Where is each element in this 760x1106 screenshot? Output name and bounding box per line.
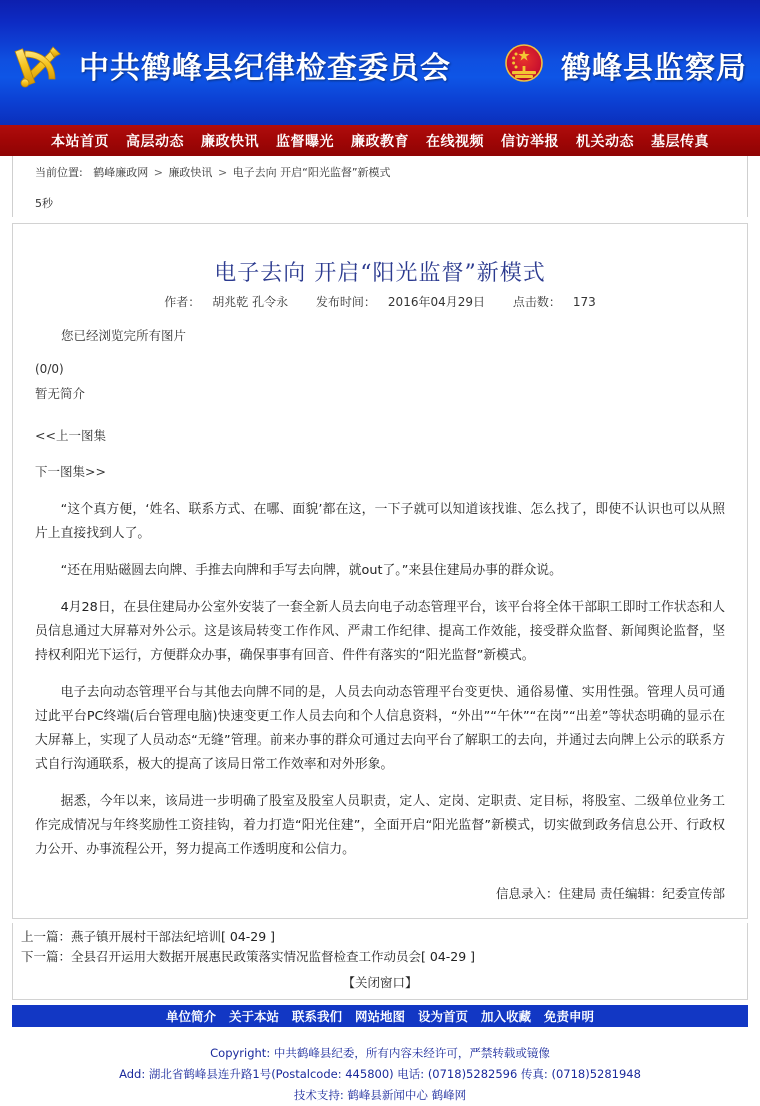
footer-link-set-homepage[interactable]: 设为首页 [418,1009,469,1024]
next-article-link[interactable]: 全县召开运用大数据开展惠民政策落实情况监督检查工作动员会 [71,949,422,964]
editor-value: 纪委宣传部 [662,886,725,901]
editor-label: 责任编辑： [599,886,663,901]
gallery-end-note: 您已经浏览完所有图片 [61,328,187,343]
prev-article-row [21,927,739,947]
breadcrumb-label: 当前位置: [35,166,83,179]
nav-item-leadership-news[interactable]: 高层动态 [126,133,184,150]
nav-item-integrity-news[interactable]: 廉政快讯 [201,133,259,150]
tech-support-text: 技术支持: 鹤峰县新闻中心 鹤峰网 [293,1088,467,1102]
nav-item-agency-news[interactable]: 机关动态 [576,133,634,150]
copyright-text: 中共鹤峰县纪委，所有内容未经许可，严禁转载或镜像 [273,1046,550,1060]
banner-content [13,39,747,91]
footer-navigation [12,1005,748,1027]
gallery-prev-link[interactable]: <<上一图集 [35,428,106,443]
article-author [158,295,294,309]
breadcrumb [13,165,747,181]
article-paragraph: 据悉，今年以来，该局进一步明确了股室及股室人员职责，定人、定岗、定职责、定目标，将股室、二级单位业务工作完成情况与年终奖励性工资挂钩，着力打造“阳光住建”，全面开启“阳光监督”新模式，切实做到政务信息公开、行政权力公开、办事流程公开，努力提高工作透明度和公信力。 [35,794,725,857]
copyright-line-2 [0,1064,760,1085]
cpc-committee-title: 中共鹤峰县纪律检查委员会 [79,50,451,86]
hits-value: 173 [572,295,596,309]
breadcrumb-item-current: 电子去向 开启“阳光监督”新模式 [232,166,391,179]
article-card [12,223,748,919]
copyright-line-1 [0,1043,760,1064]
prev-article-date: [ 04-29 ] [221,929,276,944]
next-article-date: [ 04-29 ] [421,949,476,964]
breadcrumb-separator-1: > [153,166,163,179]
footer-link-about-unit[interactable]: 单位简介 [165,1009,216,1024]
countdown-timer: 5秒 [35,197,53,210]
prev-article-label: 上一篇： [21,929,72,944]
footer-link-add-favorite[interactable]: 加入收藏 [481,1009,532,1024]
copyright-line-3 [0,1085,760,1106]
nav-item-complaints[interactable]: 信访举报 [501,133,559,150]
date-label: 发布时间： [315,295,376,309]
gallery-description: 暂无简介 [35,386,86,401]
article-paragraph: “还在用贴磁圆去向牌、手推去向牌和手写去向牌，就out了。”来县住建局办事的群众说。 [60,563,562,578]
copyright-block [0,1027,760,1106]
entry-label: 信息录入： [495,886,559,901]
article-paragraph: 4月28日，在县住建局办公室外安装了一套全新人员去向电子动态管理平台，该平台将全体干部职工即时工作状态和人员信息通过大屏幕对外公示。这是该局转变工作作风、严肃工作纪律、提高工作效能，接受群众监督、新闻舆论监督，坚持权利阳光下运行，方便群众办事，确保事事有回音、件件有落实的“阳光监督”新模式。 [35,600,725,663]
hits-label: 点击数： [512,295,561,309]
article-paragraph: “这个真方便，‘姓名、联系方式、在哪、面貌’都在这，一下子就可以知道该找谁、怎么找了，即使不认识也可以从照片上直接找到人了。 [35,502,725,541]
footer-link-sitemap[interactable]: 网站地图 [354,1009,405,1024]
copyright-label: Copyright: [210,1046,271,1060]
nav-item-grassroots-fax[interactable]: 基层传真 [651,133,709,150]
breadcrumb-item-site[interactable]: 鹤峰廉政网 [93,166,149,179]
address-label: Add: [119,1067,146,1081]
article-meta [35,293,725,310]
nav-item-integrity-education[interactable]: 廉政教育 [351,133,409,150]
footer-link-disclaimer[interactable]: 免责申明 [544,1009,595,1024]
page-title: 电子去向 开启“阳光监督”新模式 [214,261,546,286]
gallery-counter: (0/0) [35,362,64,376]
hammer-sickle-icon [13,39,65,91]
article-credits [35,884,725,902]
breadcrumb-item-category[interactable]: 廉政快讯 [168,166,213,179]
next-article-row [21,947,739,967]
national-emblem-icon [501,42,547,88]
address-text: 湖北省鹤峰县连升路1号(Postalcode: 445800) 电话: (0718)5282596 传真: (0718)5281948 [148,1067,641,1081]
breadcrumb-separator-2: > [217,166,228,179]
next-article-label: 下一篇： [21,949,72,964]
article-date [310,295,491,309]
article-paragraph: 电子去向动态管理平台与其他去向牌不同的是，人员去向动态管理平台变更快、通俗易懂、实用性强。管理人员可通过此平台PC终端(后台管理电脑)快速变更工作人员去向和个人信息资料，“外出”“午休”“在岗”“出差”等状态明确的显示在大屏幕上，实现了人员动态“无缝”管理。前来办事的群众可通过去向平台了解职工的去向，并通过去向牌上公示的联系方式自行沟通联系，极大的提高了该局日常工作效率和对外形象。 [35,685,725,772]
nav-item-online-video[interactable]: 在线视频 [426,133,484,150]
nav-item-supervision-exposure[interactable]: 监督曝光 [276,133,334,150]
prev-article-link[interactable]: 燕子镇开展村干部法纪培训 [71,929,222,944]
article-hits [507,295,602,309]
author-label: 作者： [164,295,201,309]
nav-item-home[interactable]: 本站首页 [51,133,109,150]
article-pagination [12,923,748,1000]
supervision-bureau-title: 鹤峰县监察局 [561,50,747,86]
close-window-button[interactable]: 【关闭窗口】 [342,975,418,990]
footer-link-contact[interactable]: 联系我们 [291,1009,342,1024]
main-navigation [0,125,760,156]
gallery-next-link[interactable]: 下一图集>> [35,464,106,479]
author-value: 胡兆乾 孔令永 [212,295,289,309]
date-value: 2016年04月29日 [387,295,486,309]
breadcrumb-container [12,156,748,217]
site-header-banner [0,0,760,125]
entry-value: 住建局 [558,886,596,901]
footer-link-about-site[interactable]: 关于本站 [228,1009,279,1024]
